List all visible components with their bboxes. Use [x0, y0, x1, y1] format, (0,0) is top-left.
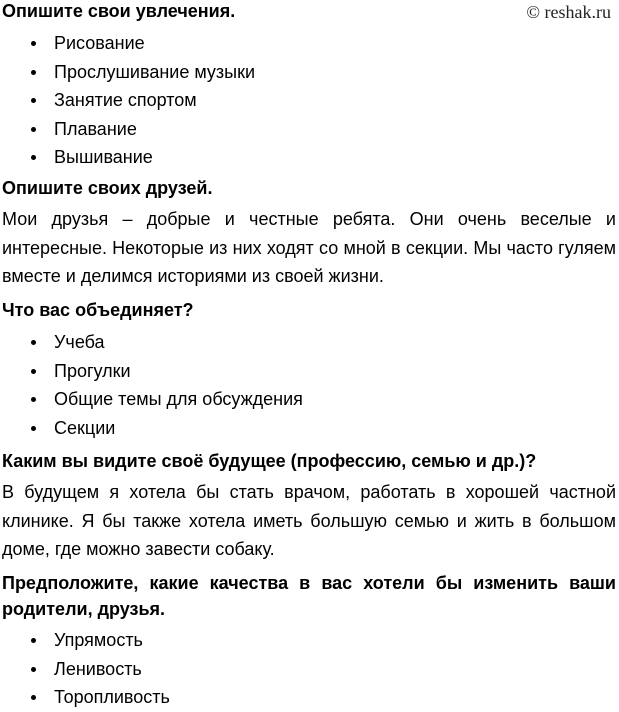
list-item [0, 683, 170, 712]
list-item [0, 414, 303, 443]
heading-friends: Опишите своих друзей. [2, 178, 213, 198]
bullet-icon [31, 155, 36, 160]
list-item-text: Общие темы для обсуждения [54, 389, 303, 409]
list-item [0, 86, 255, 115]
list-item [0, 328, 303, 357]
list-item [0, 115, 255, 144]
bullet-icon [31, 695, 36, 700]
heading-hobbies: Опишите свои увлечения. [2, 1, 236, 21]
bullet-icon [31, 98, 36, 103]
list-item [0, 143, 255, 172]
bullet-icon [31, 397, 36, 402]
list-item-text: Занятие спортом [54, 90, 197, 110]
bullet-icon [31, 369, 36, 374]
list-item [0, 29, 255, 58]
list-item [0, 385, 303, 414]
list-item [0, 626, 170, 655]
list-item-text: Рисование [54, 33, 145, 53]
heading-qualities: Предположите, какие качества в вас хотели бы изменить ваши родители, друзья. [2, 573, 616, 619]
paragraph-friends: Мои друзья – добрые и честные ребята. Они очень веселые и интересные. Некоторые из них ходят со мной в секции. Мы часто гуляем вместе и делимся историями из своей жизни. [2, 209, 616, 286]
hobbies-list [0, 29, 255, 172]
list-item-text: Вышивание [54, 147, 153, 167]
site-watermark: © reshak.ru [526, 2, 611, 22]
list-item-text: Плавание [54, 118, 137, 139]
list-item [0, 655, 170, 684]
unites-list [0, 328, 303, 442]
paragraph-future: В будущем я хотела бы стать врачом, работать в хорошей частной клинике. Я бы также хотела иметь большую семью и жить в большом доме, где можно завести собаку. [2, 482, 616, 559]
list-item-text: Упрямость [54, 630, 143, 650]
heading-future: Каким вы видите своё будущее (профессию, семью и др.)? [2, 451, 537, 471]
list-item [0, 58, 255, 87]
bullet-icon [31, 340, 36, 345]
bullet-icon [31, 127, 36, 132]
heading-unites: Что вас объединяет? [2, 300, 194, 320]
list-item [0, 357, 303, 386]
list-item-text: Учеба [54, 332, 105, 352]
list-item-text: Прогулки [54, 360, 131, 381]
list-item-text: Прослушивание музыки [54, 61, 256, 82]
bullet-icon [31, 667, 36, 672]
list-item-text: Торопливость [54, 687, 170, 707]
list-item-text: Секции [54, 417, 116, 438]
bullet-icon [31, 41, 36, 46]
bullet-icon [31, 426, 36, 431]
qualities-list [0, 626, 170, 712]
bullet-icon [31, 70, 36, 75]
list-item-text: Ленивость [54, 658, 142, 679]
bullet-icon [31, 638, 36, 643]
